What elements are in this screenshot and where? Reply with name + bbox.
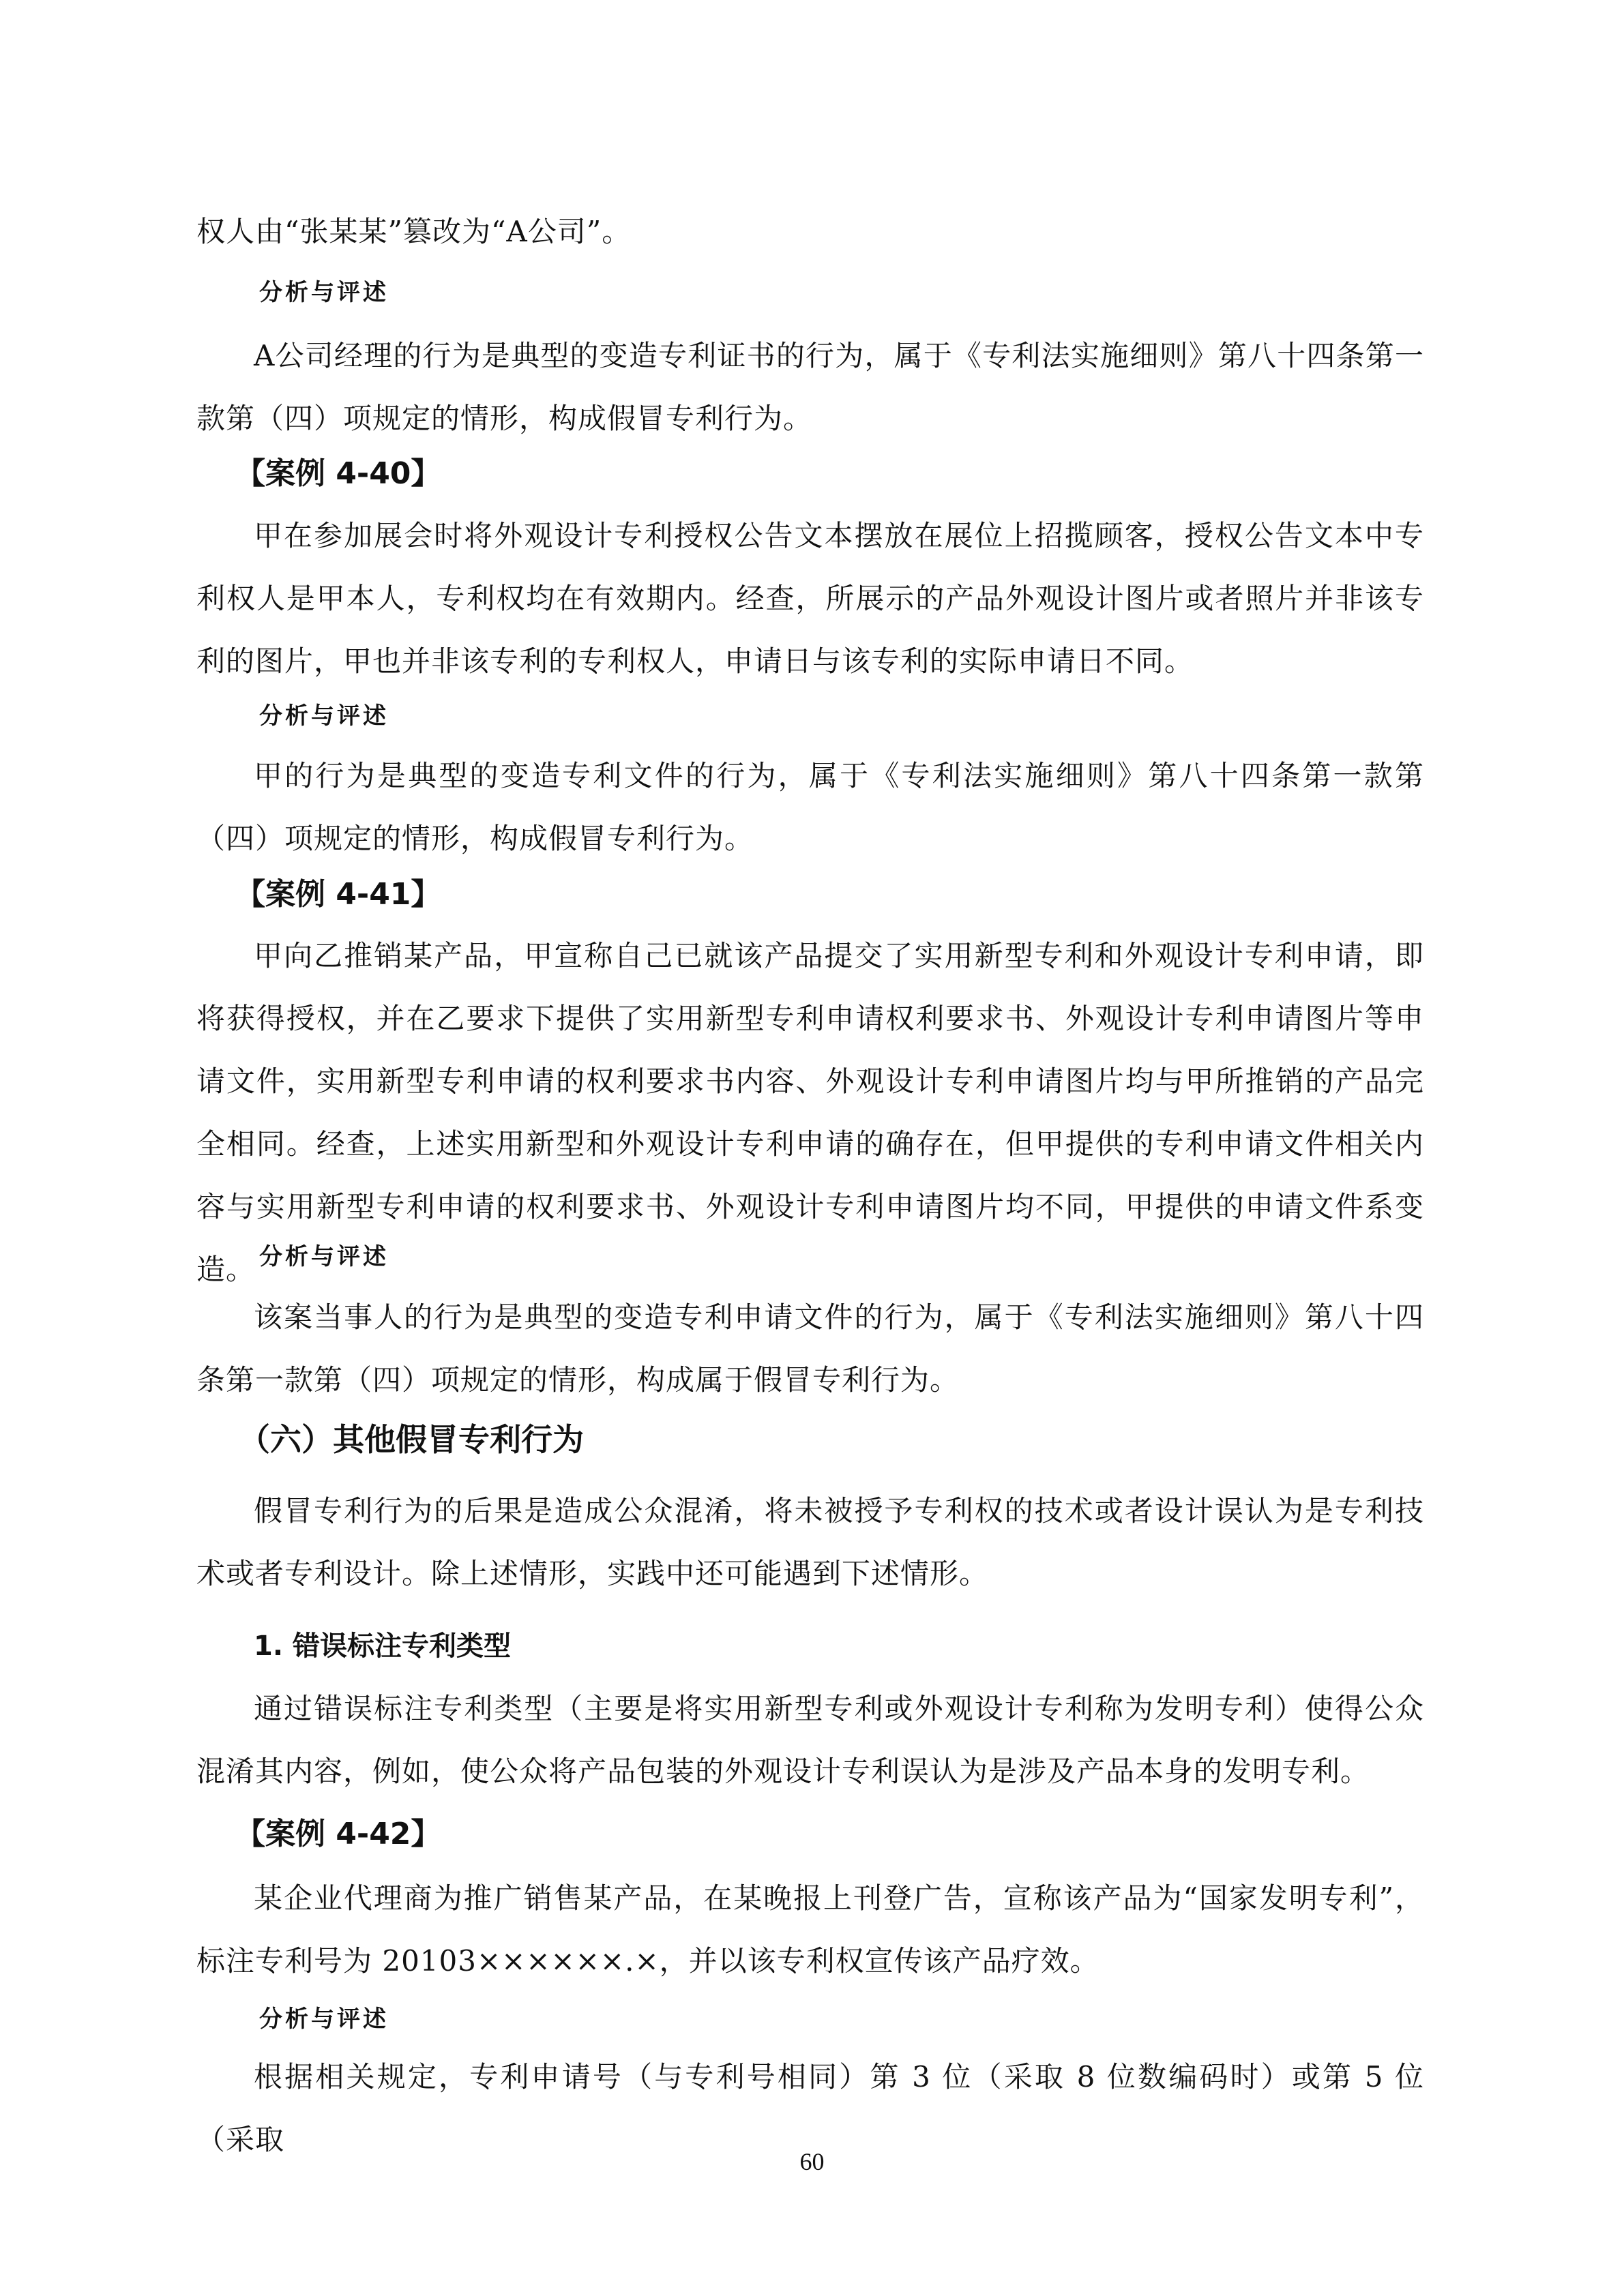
section-heading-6: （六）其他假冒专利行为 — [239, 1421, 584, 1458]
analysis-heading-2: 分析与评述 — [259, 702, 389, 730]
page-number: 60 — [799, 2148, 825, 2175]
analysis-heading-1: 分析与评述 — [259, 279, 389, 306]
subheading-1: 1. 错误标注专利类型 — [254, 1630, 511, 1662]
analysis-paragraph-3: 该案当事人的行为是典型的变造专利申请文件的行为，属于《专利法实施细则》第八十四条第一款第（四）项规定的情形，构成属于假冒专利行为。 — [196, 1300, 1424, 1397]
case-paragraph-4-42: 某企业代理商为推广销售某产品，在某晚报上刊登广告，宣称该产品为“国家发明专利”，标注专利号为 20103××××××.×，并以该专利权宣传该产品疗效。 — [196, 1881, 1424, 1978]
case-paragraph-4-40: 甲在参加展会时将外观设计专利授权公告文本摆放在展位上招揽顾客，授权公告文本中专利权人是甲本人，专利权均在有效期内。经查，所展示的产品外观设计图片或者照片并非该专利的图片，甲也并非该专利的专利权人，申请日与该专利的实际申请日不同。 — [196, 519, 1424, 678]
section-paragraph-6: 假冒专利行为的后果是造成公众混淆，将未被授予专利权的技术或者设计误认为是专利技术或者专利设计。除上述情形，实践中还可能遇到下述情形。 — [196, 1494, 1424, 1590]
paragraph-top: 权人由“张某某”篡改为“A公司”。 — [196, 215, 632, 248]
case-heading-4-42: 【案例 4-42】 — [235, 1817, 441, 1851]
analysis-heading-4: 分析与评述 — [259, 2006, 389, 2033]
case-paragraph-4-41: 甲向乙推销某产品，甲宣称自己已就该产品提交了实用新型专利和外观设计专利申请，即将获得授权，并在乙要求下提供了实用新型专利申请权利要求书、外观设计专利申请图片等申请文件，实用新型专利申请的权利要求书内容、外观设计专利申请图片均与甲所推销的产品完全相同。经查，上述实用新型和外观设计专利申请的确存在，但甲提供的专利申请文件相关内容与实用新型专利申请的权利要求书、外观设计专利申请图片均不同，甲提供的申请文件系变造。 — [196, 939, 1424, 1286]
case-heading-4-40: 【案例 4-40】 — [235, 456, 441, 491]
case-heading-4-41: 【案例 4-41】 — [235, 877, 441, 912]
analysis-heading-3: 分析与评述 — [259, 1243, 389, 1270]
analysis-paragraph-2: 甲的行为是典型的变造专利文件的行为，属于《专利法实施细则》第八十四条第一款第（四）项规定的情形，构成假冒专利行为。 — [196, 759, 1424, 855]
subheading-paragraph-1: 通过错误标注专利类型（主要是将实用新型专利或外观设计专利称为发明专利）使得公众混淆其内容，例如，使公众将产品包装的外观设计专利误认为是涉及产品本身的发明专利。 — [196, 1692, 1424, 1788]
analysis-paragraph-4: 根据相关规定，专利申请号（与专利号相同）第 3 位（采取 8 位数编码时）或第 5 位（采取 — [196, 2060, 1424, 2156]
analysis-paragraph-1: A公司经理的行为是典型的变造专利证书的行为，属于《专利法实施细则》第八十四条第一款第（四）项规定的情形，构成假冒专利行为。 — [196, 339, 1424, 435]
